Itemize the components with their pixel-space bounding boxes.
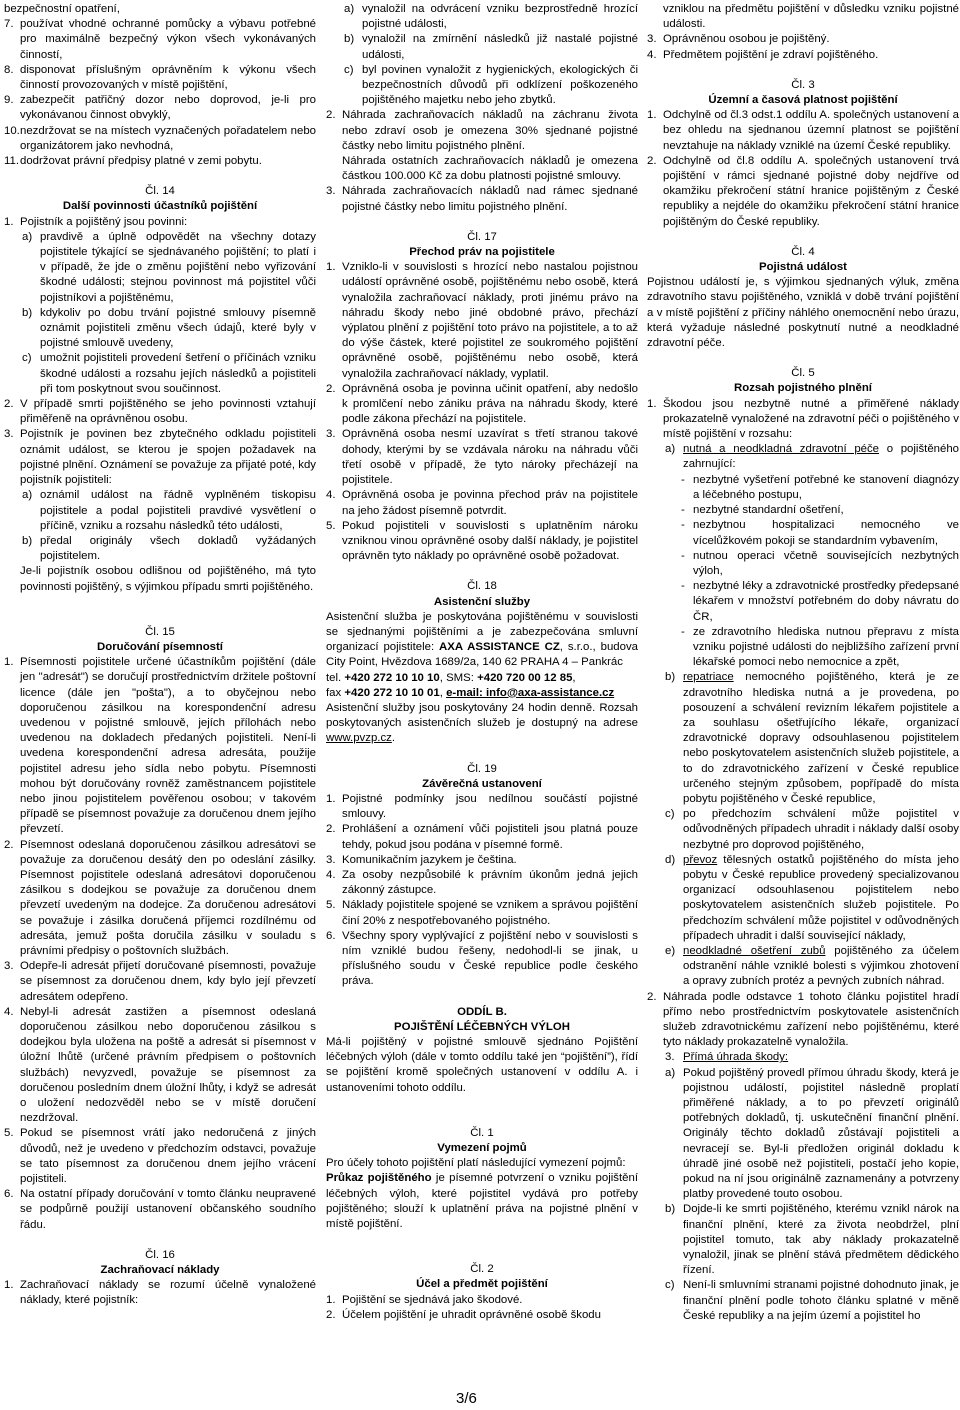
paragraph: bezpečnostní opatření, xyxy=(4,3,120,15)
section-title: Vymezení pojmů xyxy=(437,1142,527,1155)
list-item xyxy=(326,853,638,868)
underlined-term: převoz xyxy=(683,853,718,866)
list-item xyxy=(326,427,638,488)
spacer xyxy=(326,215,638,230)
list-marker: 3. xyxy=(647,33,657,46)
list-item xyxy=(4,1187,316,1233)
list-marker: 4. xyxy=(326,489,336,502)
article-number: Čl. 17 xyxy=(467,230,497,243)
list-item xyxy=(326,184,638,214)
spacer xyxy=(326,1232,638,1262)
dash-marker: - xyxy=(681,549,685,562)
list-item xyxy=(4,230,316,306)
list-marker: c) xyxy=(22,352,32,365)
list-text: Předmětem pojištění je zdraví pojištěného. xyxy=(663,48,879,61)
list-marker: 6. xyxy=(4,1188,14,1201)
list-text: používat vhodné ochranné pomůcky a výbavu potřebné pro maximálně bezpečný výkon všech vykonávaných činností, xyxy=(20,18,316,61)
article-number: Čl. 14 xyxy=(145,185,175,198)
list-item xyxy=(647,807,959,853)
list-text: Oprávněnou osobou je pojištěný. xyxy=(663,33,830,46)
sms-label: SMS: xyxy=(446,671,478,684)
list-marker: 2. xyxy=(326,109,336,122)
list-text: Odchylně od čl.8 oddílu A. společných ustanovení trvá pojištění v rámci sjednané pojistné doby nejdříve od okamžiku překročení státní hranice pojištěným z České republiky a nejdéle do okamžiku překročení státní hranice pojištěným do České republiky. xyxy=(663,154,959,228)
assist-text: Asistenční služba je poskytována pojištěnému v souvislosti se sjednanými pojištěními a je zabezpečována smluvní organizací pojistitele: xyxy=(326,610,638,654)
list-text: Pokud se písemnost vrátí jako nedoručená z jiných důvodů, než je uvedeno v předchozím odstavci, považuje se tato písemnost za doručenou dnem jejího vrácení pojistiteli. xyxy=(20,1127,316,1186)
dash-item xyxy=(647,518,959,548)
list-text: dodržovat právní předpisy platné v zemi pobytu. xyxy=(20,155,262,168)
section-title: Pojistná událost xyxy=(759,261,847,274)
list-text: Náhrada zachraňovacích nákladů nad rámec sjednané pojistné částky nebo limitu pojistného plnění. xyxy=(342,185,638,213)
list-marker: e) xyxy=(665,944,676,957)
list-marker: 1. xyxy=(326,261,336,274)
list-text xyxy=(683,442,959,472)
underlined-term: Přímá úhrada škody: xyxy=(683,1051,789,1064)
list-item xyxy=(4,1278,316,1308)
list-item xyxy=(326,108,638,154)
list-text: nutnou operaci včetně souvisejících nezbytných výloh, xyxy=(693,549,959,577)
list-item xyxy=(647,853,959,944)
spacer xyxy=(4,595,316,625)
list-marker: a) xyxy=(665,443,676,456)
paragraph: Má-li pojištěný v pojistné smlouvě sjednáno Pojištění léčebných výloh (dále v tomto oddílu také jen “pojištění”), řídí se pojištění kromě společných ustanovení v oddílu A. i ustanoveními tohoto oddílu. xyxy=(326,1036,638,1094)
list-item xyxy=(4,1005,316,1127)
list-text: nezbytné standardní ošetření, xyxy=(693,504,844,517)
list-marker: 3. xyxy=(326,185,336,198)
paragraph: Pro účely tohoto pojištění platí následující vymezení pojmů: xyxy=(326,1157,626,1170)
list-item xyxy=(4,154,316,169)
list-text: Náklady pojistitele spojené se vznikem a správou pojištění činí 20% z nespotřebovaného pojistného. xyxy=(342,899,638,927)
list-text: Oprávněná osoba je povinna učinit opatření, aby nedošlo k promlčení nebo zániku práva na náhradu škody, které podle zákona přechází na pojistitele. xyxy=(342,382,638,426)
list-text-rest: tělesných ostatků pojištěného do místa jeho pobytu v České republice provedený specializovanou organizací odsouhlasenou pojistitelem nebo poskytovatelem asistenčních služeb pojistitele. Po předchozím schválení může pojistitel v odůvodněných případech uhradit i další související náklady, xyxy=(683,853,959,942)
dash-item xyxy=(647,549,959,579)
spacer xyxy=(647,230,959,245)
list-item xyxy=(326,519,638,565)
list-text: Oprávněná osoba nesmí uzavírat s třetí stranou takové dohody, kterými by se vzdávala nároku na náhradu vůči třetí osobě v případě, že tyto nároky přecházejí na pojistitele. xyxy=(342,428,638,487)
list-item xyxy=(647,1278,959,1324)
list-marker: d) xyxy=(665,853,676,866)
underlined-term: repatriace xyxy=(683,671,734,684)
list-text: Vzniklo-li v souvislosti s hrozící nebo nastalou pojistnou událostí oprávněné osobě, pojištěnému nebo osobě, která vynaložila zachraňovací náklady, proti jinému právo na náhradu škody nebo jiné obdobné právo, přechází výplatou plnění z pojištění toto právo na pojistitele, a to až do výše částek, které pojistitel ze soukromého pojištění oprávněné osobě, pojištěnému nebo osobě, která vynaložila zachraňovací náklady, vyplatil. xyxy=(342,261,638,380)
paragraph: vzniklou na předmětu pojištění v důsledku vzniku pojistné události. xyxy=(663,3,959,31)
fax-number: +420 272 10 10 01 xyxy=(344,686,440,699)
list-text-rest: pojištěného za účelem odstranění náhle vzniklé bolesti s výjimkou zhotovení a opravy zubních protéz a pevných zubních náhrad. xyxy=(683,944,959,988)
list-text: vynaložil na odvrácení vzniku bezprostředně hrozící pojistné události, xyxy=(362,3,638,31)
list-item xyxy=(647,1202,959,1278)
list-marker: 2. xyxy=(647,154,657,167)
article-number: Čl. 15 xyxy=(145,625,175,638)
list-marker: c) xyxy=(665,808,675,821)
list-text: nezbytnou hospitalizaci nemocného ve vícelůžkovém pokoji se standardním vybavením, xyxy=(693,519,959,547)
underlined-term: neodkladné ošetření zubů xyxy=(683,944,826,957)
list-item xyxy=(647,108,959,154)
list-marker: 1. xyxy=(647,109,657,122)
list-marker: 6. xyxy=(326,929,336,942)
list-item xyxy=(326,822,638,852)
list-marker: b) xyxy=(665,1203,676,1216)
list-marker: a) xyxy=(344,3,355,15)
spacer xyxy=(647,351,959,366)
list-item xyxy=(647,944,959,990)
list-text: Komunikačním jazykem je čeština. xyxy=(342,853,517,866)
list-marker: 2. xyxy=(4,398,14,411)
article-number: Čl. 19 xyxy=(467,762,497,775)
list-item xyxy=(4,351,316,397)
dash-marker: - xyxy=(681,580,685,593)
list-text: Pokud pojistiteli v souvislosti s uplatněním nároku vzniknou vinou oprávněné osoby další náklady, je pojistitel oprávněn tyto náklady po oprávněné osobě požadovat. xyxy=(342,519,638,563)
list-item xyxy=(647,990,959,1051)
list-marker: 11. xyxy=(4,155,19,168)
article-number: Čl. 4 xyxy=(791,245,815,258)
dash-marker: - xyxy=(681,473,685,486)
list-item xyxy=(647,48,959,63)
sms-number: +420 720 00 12 85 xyxy=(477,671,573,684)
list-marker: b) xyxy=(344,33,355,46)
list-marker: 8. xyxy=(4,63,14,76)
list-marker: a) xyxy=(665,1066,676,1079)
list-marker: 10. xyxy=(4,124,20,137)
list-marker: 5. xyxy=(326,899,336,912)
dash-item xyxy=(647,625,959,671)
list-item xyxy=(647,1050,959,1065)
column-right xyxy=(647,2,959,1324)
list-text-rest: po předchozím schválení může pojistitel v odůvodněných případech uhradit i náklady další osoby nezbytné pro doprovod pojištěného, xyxy=(683,808,959,851)
section-title: Další povinnosti účastníků pojištění xyxy=(62,200,258,213)
list-marker: b) xyxy=(665,671,676,684)
list-item xyxy=(326,1308,638,1323)
article-number: Čl. 18 xyxy=(467,580,497,593)
dash-item xyxy=(647,503,959,518)
list-item xyxy=(4,93,316,123)
list-item xyxy=(647,670,959,807)
list-marker: 3. xyxy=(326,428,336,441)
list-item xyxy=(4,17,316,63)
list-text: Účelem pojištění je uhradit oprávněné osobě škodu xyxy=(342,1308,601,1321)
list-item xyxy=(4,215,316,230)
list-text: Není-li smluvními stranami pojistné dohodnuto jinak, je finanční plnění podle tohoto článku splatné v měně České republiky a na jejím území a pojistitel ho xyxy=(683,1279,959,1322)
section-title: Doručování písemností xyxy=(97,640,223,653)
paragraph: Náhrada ostatních zachraňovacích nákladů je omezena částkou 100.000 Kč za dobu platnosti pojistné smlouvy. xyxy=(342,155,638,183)
list-text: Odepře-li adresát přijetí doručované písemnosti, považuje se písemnost za doručenou dnem, kdy bylo její převzetí adresátem odepřeno. xyxy=(20,960,316,1003)
list-marker: a) xyxy=(22,489,33,502)
list-item xyxy=(326,260,638,382)
list-text: Pojištění se sjednává jako škodové. xyxy=(342,1293,523,1306)
list-marker: b) xyxy=(22,534,33,547)
list-text: disponovat příslušným oprávněním k výkonu všech činností provozovaných v místě pojištění, xyxy=(20,63,316,92)
article-number: Čl. 2 xyxy=(470,1263,494,1276)
list-marker: 2. xyxy=(647,990,657,1003)
spacer xyxy=(326,747,638,762)
list-item xyxy=(4,124,316,154)
dash-item xyxy=(647,473,959,503)
list-marker: 7. xyxy=(4,18,14,31)
list-item xyxy=(4,488,316,534)
section-title: Rozsah pojistného plnění xyxy=(734,382,872,395)
spacer xyxy=(326,564,638,579)
section-title: Územní a časová platnost pojištění xyxy=(708,94,898,107)
definition-text: je písemné potvrzení o vzniku pojištění léčebných výloh, které pojistitel vydává pro potřeby pojištěného; slouží k uplatnění práva na pojistné plnění v místě pojištění. xyxy=(326,1172,638,1231)
dash-marker: - xyxy=(681,625,685,638)
list-marker: 5. xyxy=(326,519,336,532)
spacer xyxy=(4,1233,316,1248)
article-number: Čl. 5 xyxy=(791,367,815,380)
list-marker: 9. xyxy=(4,94,14,107)
list-marker: 1. xyxy=(4,1279,14,1292)
list-item xyxy=(326,1293,638,1308)
list-text: zabezpečit patřičný dozor nebo doprovod, je-li pro vykonávanou činnost obvyklý, xyxy=(20,94,316,122)
list-text: Pojistné podmínky jsou nedílnou součástí pojistné smlouvy. xyxy=(342,792,638,821)
assist-address: , s.r.o., budova City Point, Hvězdova 1689/2a, 140 62 PRAHA 4 – Pankrác xyxy=(326,641,638,669)
list-text: Písemnost odeslaná doporučenou zásilkou adresátovi se považuje za doručenou desátý den po odeslání zásilky. Písemnost pojistitele odeslaná adresátovi doporučenou zásilkou s dodejkou se považuje za doručenou dnem převzetí uvedeným na dodejce. Za doručenou adresátovi se považuje i zásilka doručená příjemci rozdílnému od adresáta, jemuž pošta doručila zásilku v souladu s právními předpisy o poštovních službách. xyxy=(20,838,316,957)
list-marker: 1. xyxy=(326,1293,336,1306)
assist-text: Asistenční služby jsou poskytovány 24 hodin denně. Rozsah poskytovaných asistenčních služeb je dostupný na adrese xyxy=(326,701,638,730)
list-item xyxy=(326,2,638,32)
web-link[interactable]: www.pvzp.cz xyxy=(326,732,392,745)
dash-marker: - xyxy=(681,504,685,517)
list-text: Náhrada podle odstavce 1 tohoto článku pojistitel hradí přímo nebo prostřednictvím poskytovatele asistenčních služeb zdravotnickému zařízení nebo pojištěnému, které tyto náklady prokazatelně vynaložila. xyxy=(663,990,959,1049)
section-title: Závěrečná ustanovení xyxy=(422,777,542,790)
list-text: nezbytné léky a zdravotnické prostředky předepsané lékařem v množství potřebném do doby návratu do ČR, xyxy=(693,580,959,623)
list-text: Nebyl-li adresát zastižen a písemnost odeslaná doporučenou zásilkou nebo doporučenou zásilkou s dodejkou byla uložena na poště a adresát si písemnost v úložní lhůtě (určené právním předpisem o poštovních službách) nevyzvedl, považuje se písemnost za doručenou posledním dnem úložní lhůty, i když se adresát o uložení nedozvěděl nebo se v místě doručení nezdržoval. xyxy=(20,1005,316,1125)
paragraph: Pojistnou událostí je, s výjimkou sjednaných výluk, změna zdravotního stavu pojištěného, vzniklá v době trvání pojištění a v místě pojištění z příčiny náhlého onemocnění nebo úrazu, která vyžaduje následné poskytnutí nutné a neodkladné zdravotní péče. xyxy=(647,276,959,350)
list-marker: c) xyxy=(665,1279,675,1292)
list-item xyxy=(647,442,959,472)
list-marker: 2. xyxy=(326,382,336,395)
paragraph: Je-li pojistník osobou odlišnou od pojištěného, má tyto povinnosti pojištěný, s výjimkou případu smrti pojištěného. xyxy=(20,565,316,593)
section-title: Účel a předmět pojištění xyxy=(416,1278,548,1291)
email-link[interactable]: e-mail: info@axa-assistance.cz xyxy=(446,686,615,699)
tel-label: tel. xyxy=(326,671,345,684)
list-text: nezdržovat se na místech vyznačených pořadatelem nebo organizátorem jako nevhodná, xyxy=(20,124,316,152)
list-text: Dojde-li ke smrti pojištěného, kterému vznikl nárok na finanční plnění, které za života neobdržel, plní pojistitel tomuto, tak aby náklady prokazatelně vynaložil, jinak se plnění stává předmětem dědického řízení. xyxy=(683,1203,959,1277)
list-text: oznámil událost na řádně vyplněném tiskopisu pojistitele a podal pojistiteli pravdivé vysvětlení o příčině, vzniku a rozsahu následků této události, xyxy=(40,489,316,532)
article-number: Čl. 3 xyxy=(791,78,815,91)
list-item xyxy=(4,427,316,488)
spacer xyxy=(326,1096,638,1126)
list-item xyxy=(4,534,316,564)
list-text xyxy=(683,1050,959,1065)
assist-company: AXA ASSISTANCE CZ xyxy=(439,641,560,654)
article-number: Čl. 1 xyxy=(470,1126,494,1139)
list-marker: 3. xyxy=(326,853,336,866)
section-title: Zachraňovací náklady xyxy=(100,1264,220,1277)
list-item xyxy=(647,32,959,47)
list-marker: 1. xyxy=(326,792,336,805)
list-item xyxy=(326,382,638,428)
list-marker: 4. xyxy=(326,868,336,881)
defined-term: Průkaz pojištěného xyxy=(326,1172,432,1185)
list-text: umožnit pojistiteli provedení šetření o příčinách vzniku škodné události a rozsahu jejích následků a pojistiteli při tom poskytnout svou součinnost. xyxy=(40,352,316,395)
definition-paragraph xyxy=(326,1171,638,1232)
list-marker: 4. xyxy=(4,1005,14,1018)
list-marker: 1. xyxy=(4,215,14,228)
list-marker: 2. xyxy=(4,838,14,851)
list-item xyxy=(326,32,638,62)
list-item xyxy=(647,397,959,443)
assistance-paragraph: Asistenční služba je poskytována pojištěnému v souvislosti se sjednanými pojištěními a je zabezpečována smluvní organizací pojistitele: AXA ASSISTANCE CZ, s.r.o., budova City Point, Hvězdova 1689/2a, 140 62 PRAHA 4 – Pankrác tel. +420 272 10 10 10, SMS: +420 720 00 12 85, fax +420 272 10 10 01, e-mail: info@axa-assistance.cz Asistenční služby jsou poskytovány 24 hodin denně. Rozsah poskytovaných asistenčních služeb je dostupný na adrese www.pvzp.cz. xyxy=(326,610,638,745)
page-number: 3/6 xyxy=(456,1390,477,1407)
list-marker: b) xyxy=(22,306,33,319)
list-text-rest: nemocného pojištěného, která je ze zdravotního hlediska nutná a je provedena, po posouzení a schválení revizním lékařem pojistitele a za souhlasu ošetřujícího lékaře, organizací zdravotnické dopravy odsouhlasenou pojistitelem nebo poskytovatelem asistenčních služeb pojistitele, a to do zdravotnického zařízení v České republice určeného stejným způsobem, popřípadě do místa pobytu pojištěného v České republice, xyxy=(683,671,959,805)
list-text: nezbytné vyšetření potřebné ke stanovení diagnózy a léčebného postupu, xyxy=(693,473,959,501)
section-title: POJIŠTĚNÍ LÉČEBNÝCH VÝLOH xyxy=(394,1020,570,1033)
list-text: Odchylně od čl.3 odst.1 oddílu A. společných ustanovení a bez ohledu na sjednanou územní platnost se pojištění nevztahuje na náklady vzniklé na území České republiky. xyxy=(663,109,959,152)
list-marker: 3. xyxy=(4,960,14,973)
list-item xyxy=(326,63,638,109)
spacer xyxy=(4,169,316,184)
section-title: Přechod práv na pojistitele xyxy=(409,246,555,259)
list-text-rest: o pojištěného zahrnující: xyxy=(683,443,959,471)
list-marker: a) xyxy=(22,230,33,243)
list-marker: 2. xyxy=(326,1308,336,1321)
list-text: Oprávněná osoba je povinna přechod práv na pojistitele na jeho žádost písemně potvrdit. xyxy=(342,489,638,517)
list-marker: 4. xyxy=(647,48,657,61)
list-marker: 1. xyxy=(4,656,14,669)
list-text: kdykoliv po dobu trvání pojistné smlouvy písemně oznámit pojistiteli změnu všech údajů, které byly v pojistné smlouvě uvedeny, xyxy=(40,306,316,350)
list-text: Náhrada zachraňovacích nákladů na záchranu života nebo zdraví osob je omezena 30% sjednané pojistné částky nebo limitu pojistného plnění. xyxy=(342,109,638,152)
list-item xyxy=(647,154,959,230)
list-text: ze zdravotního hlediska nutnou přepravu z místa vzniku pojistné události do nejbližšího zařízení první lékařské pomoci nebo nemocnice a zpět, xyxy=(693,625,959,669)
underlined-term: nutná a neodkladná zdravotní péče xyxy=(683,443,880,456)
list-text: Na ostatní případy doručování v tomto článku neupravené se podpůrně použijí ustanovení občanského soudního řádu. xyxy=(20,1188,316,1231)
spacer xyxy=(647,63,959,78)
list-item xyxy=(4,306,316,352)
list-text: Zachraňovací náklady se rozumí účelně vynaložené náklady, které pojistník: xyxy=(20,1279,316,1307)
list-item xyxy=(326,792,638,822)
list-text: Písemnosti pojistitele určené účastníkům pojištění (dále jen "adresát") se doručují prostřednictvím držitele poštovní licence (dále jen "pošta"), a to obyčejnou nebo doporučenou zásilkou na korespondenční adresu uvedenou v pojistné smlouvě, jejích přílohách nebo uvedenou na dokladech předaných pojistiteli. Není-li uvedena korespondenční adresa adresáta, použije pojistitel adresu jeho sídla nebo pobytu. Písemnosti mohou být doručovány rovněž zaměstnancem pojistitele nebo jinou pojistitelem pověřenou osobou; v takovém případě se písemnost považuje za doručenou dnem jejího převzetí. xyxy=(20,656,316,836)
list-text: pravdivě a úplně odpovědět na všechny dotazy pojistitele týkající se sjednávaného pojištění; to platí i v případě, že jde o změnu pojištění nebo vyřizování škodné události; stejnou povinnost má pojistitel vůči pojistníkovi a pojištěnému, xyxy=(40,230,316,304)
column-middle xyxy=(326,2,638,1323)
tel-number: +420 272 10 10 10 xyxy=(344,671,440,684)
list-text xyxy=(683,807,959,853)
list-item xyxy=(4,63,316,93)
section-title: Asistenční služby xyxy=(433,595,531,608)
list-text: Škodou jsou nezbytně nutné a přiměřené náklady prokazatelně vynaložené na zdravotní péči o pojištěného v místě pojištění v rozsahu: xyxy=(663,397,959,441)
list-item xyxy=(4,655,316,837)
spacer xyxy=(326,990,638,1005)
list-item xyxy=(4,838,316,960)
list-item xyxy=(4,397,316,427)
list-item xyxy=(326,898,638,928)
fax-label: fax xyxy=(326,686,345,699)
section-title: ODDÍL B. xyxy=(457,1005,507,1018)
list-text xyxy=(683,670,959,807)
list-text: Pojistník je povinen bez zbytečného odkladu pojistiteli oznámit událost, se kterou je spojen požadavek na pojistné plnění. Oznámení se považuje za přijaté poté, kdy pojistník pojistiteli: xyxy=(20,428,316,487)
list-text: Všechny spory vyplývající z pojištění nebo v souvislosti s ním vzniklé budou řešeny, nedohodl-li se jinak, u příslušného soudu v České republice podle českého práva. xyxy=(342,929,638,988)
list-text: vynaložil na zmírnění následků již nastalé pojistné události, xyxy=(362,33,638,61)
list-text: Pokud pojištěný provedl přímou úhradu škody, která je pojistnou událostí, pojistitel následně proplatí přiměřené náklady, a to po převzetí originálů potřebných dokladů, tj. uskutečnění finanční plnění. Originály těchto dokladů zůstávají pojistiteli a nevracejí se. Byl-li předložen originál dokladu k úhradě jiné osobě než pojistiteli, postačí jeho kopie, pokud na ní jsou originálně zaznamenány a potvrzeny platby provedené touto osobou. xyxy=(683,1066,959,1201)
list-marker: 5. xyxy=(4,1127,14,1140)
list-marker: 1. xyxy=(647,397,657,410)
list-marker: 2. xyxy=(326,823,336,836)
list-item xyxy=(4,1126,316,1187)
list-text: Prohlášení a oznámení vůči pojistiteli jsou platná pouze tehdy, pokud jsou podána v písemné formě. xyxy=(342,823,638,851)
list-text: Za osoby nezpůsobilé k právním úkonům jedná jejich zákonný zástupce. xyxy=(342,868,638,897)
list-item xyxy=(326,868,638,898)
list-marker: c) xyxy=(344,63,354,76)
list-marker: 3. xyxy=(665,1051,675,1064)
column-left xyxy=(4,2,316,1309)
list-item xyxy=(326,929,638,990)
article-number: Čl. 16 xyxy=(145,1248,175,1261)
dash-item xyxy=(647,579,959,625)
list-text: byl povinen vynaložit z hygienických, ekologických či bezpečnostních důvodů při odklízení poškozeného pojištěného majetku nebo jeho zbytků. xyxy=(362,63,638,107)
list-item xyxy=(326,488,638,518)
list-text: předal originály všech dokladů vyžádaných pojistitelem. xyxy=(40,534,316,563)
list-text xyxy=(683,944,959,990)
list-text xyxy=(683,853,959,944)
list-item xyxy=(4,959,316,1005)
list-item xyxy=(647,1066,959,1203)
list-marker: 3. xyxy=(4,428,14,441)
dash-marker: - xyxy=(681,519,685,532)
web-end: . xyxy=(391,732,396,745)
list-text: Pojistník a pojištěný jsou povinni: xyxy=(20,215,188,228)
list-text: V případě smrti pojištěného se jeho povinnosti vztahují přiměřeně na oprávněnou osobu. xyxy=(20,398,316,426)
